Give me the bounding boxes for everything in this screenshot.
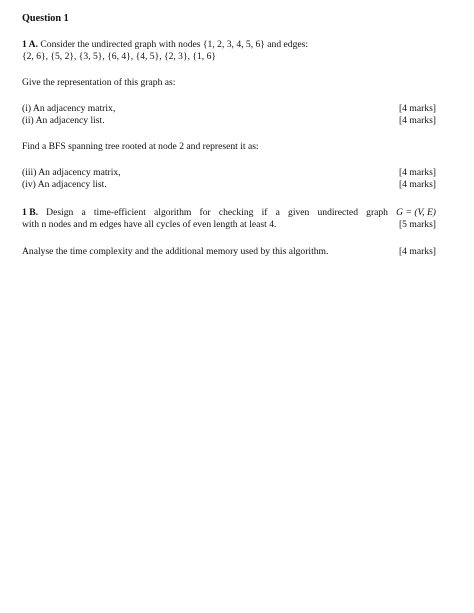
part-b-word: given <box>288 207 310 218</box>
part-a-label: 1 A. <box>22 39 38 50</box>
item-i-text: (i) An adjacency matrix, <box>22 103 116 114</box>
edge-list: {2, 6}, {5, 2}, {3, 5}, {6, 4}, {4, 5}, {2, 3}, {1, 6} <box>22 51 216 62</box>
part-b-marks: [5 marks] <box>398 219 436 230</box>
part-b-word: graph <box>366 207 388 218</box>
part-b-word: checking <box>218 207 254 218</box>
question-page <box>22 0 436 613</box>
analyse-marks: [4 marks] <box>398 246 436 257</box>
bfs-prompt: Find a BFS spanning tree rooted at node 2 and represent it as: <box>22 141 259 152</box>
item-iii-text: (iii) An adjacency matrix, <box>22 167 121 178</box>
part-b-word: for <box>199 207 211 218</box>
item-iii-marks: [4 marks] <box>398 167 436 178</box>
part-b-word: time-efficient <box>93 207 146 218</box>
item-ii-marks: [4 marks] <box>398 115 436 126</box>
part-b-word: a <box>275 207 280 218</box>
part-b-word: a <box>81 207 86 218</box>
question-title: Question 1 <box>22 13 69 24</box>
analyse-text: Analyse the time complexity and the additional memory used by this algorithm. <box>22 246 329 257</box>
part-b-line-1 <box>22 207 436 219</box>
part-b-word: Design <box>46 207 74 218</box>
graph-notation: G = (V, E) <box>396 207 436 218</box>
item-ii-text: (ii) An adjacency list. <box>22 115 105 126</box>
representation-prompt: Give the representation of this graph as: <box>22 77 176 88</box>
part-b-label: 1 B. <box>22 207 38 218</box>
part-b-word: if <box>261 207 268 218</box>
item-iv-text: (iv) An adjacency list. <box>22 179 107 190</box>
item-iv-marks: [4 marks] <box>398 179 436 190</box>
item-i-marks: [4 marks] <box>398 103 436 114</box>
part-b-word: algorithm <box>154 207 192 218</box>
part-a-intro: Consider the undirected graph with nodes {1, 2, 3, 4, 5, 6} and edges: <box>40 39 309 50</box>
part-a-intro-line <box>22 39 308 51</box>
part-b-word: undirected <box>317 207 358 218</box>
part-b-line-2: with n nodes and m edges have all cycles of even length at least 4. <box>22 219 277 230</box>
